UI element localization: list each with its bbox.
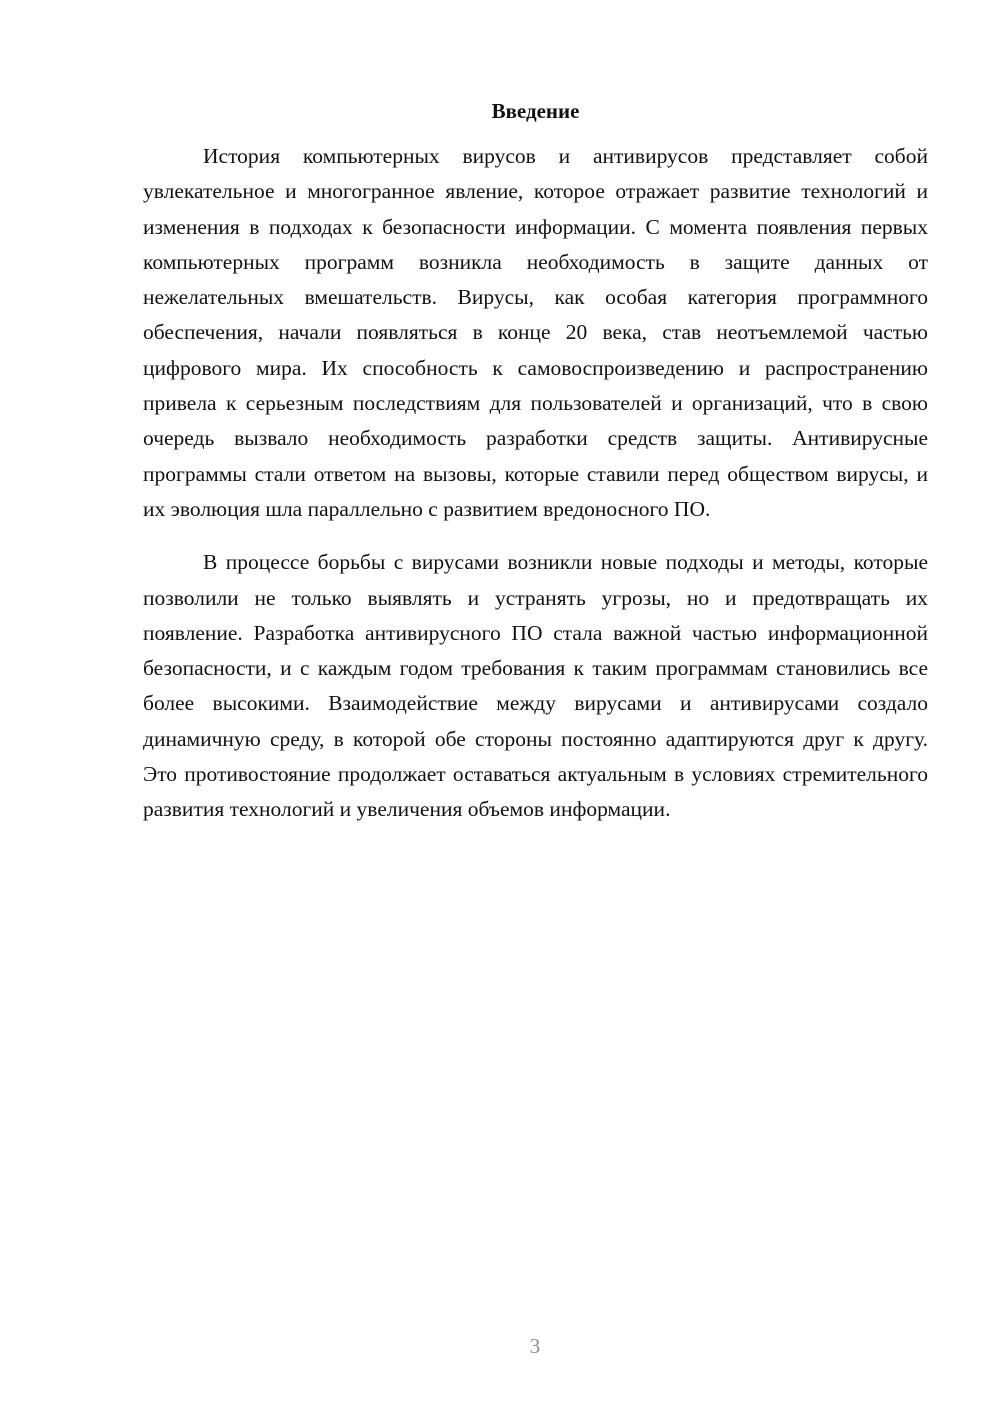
page-number: 3: [529, 1334, 541, 1358]
paragraph-1: История компьютерных вирусов и антивирусов представляет собой увлекательное и многогранное явление, которое отражает развитие технологий и изменения в подходах к безопасности информации. С момента появления первых компьютерных программ возникла необходимость в защите данных от нежелательных вмешательств. Вирусы, как особая категория программного обеспечения, начали появляться в конце 20 века, став неотъемлемой частью цифрового мира. Их способность к самовоспроизведению и распространению привела к серьезным последствиям для пользователей и организаций, что в свою очередь вызвало необходимость разработки средств защиты. Антивирусные программы стали ответом на вызовы, которые ставили перед обществом вирусы, и их эволюция шла параллельно с развитием вредоносного ПО.: [143, 144, 928, 521]
paragraph-2: В процессе борьбы с вирусами возникли новые подходы и методы, которые позволили не только выявлять и устранять угрозы, но и предотвращать их появление. Разработка антивирусного ПО стала важной частью информационной безопасности, и с каждым годом требования к таким программам становились все более высокими. Взаимодействие между вирусами и антивирусами создало динамичную среду, в которой обе стороны постоянно адаптируются друг к другу. Это противостояние продолжает оставаться актуальным в условиях стремительного развития технологий и увеличения объемов информации.: [143, 550, 928, 822]
page-content: [143, 96, 928, 828]
section-heading: Введение: [491, 99, 580, 123]
